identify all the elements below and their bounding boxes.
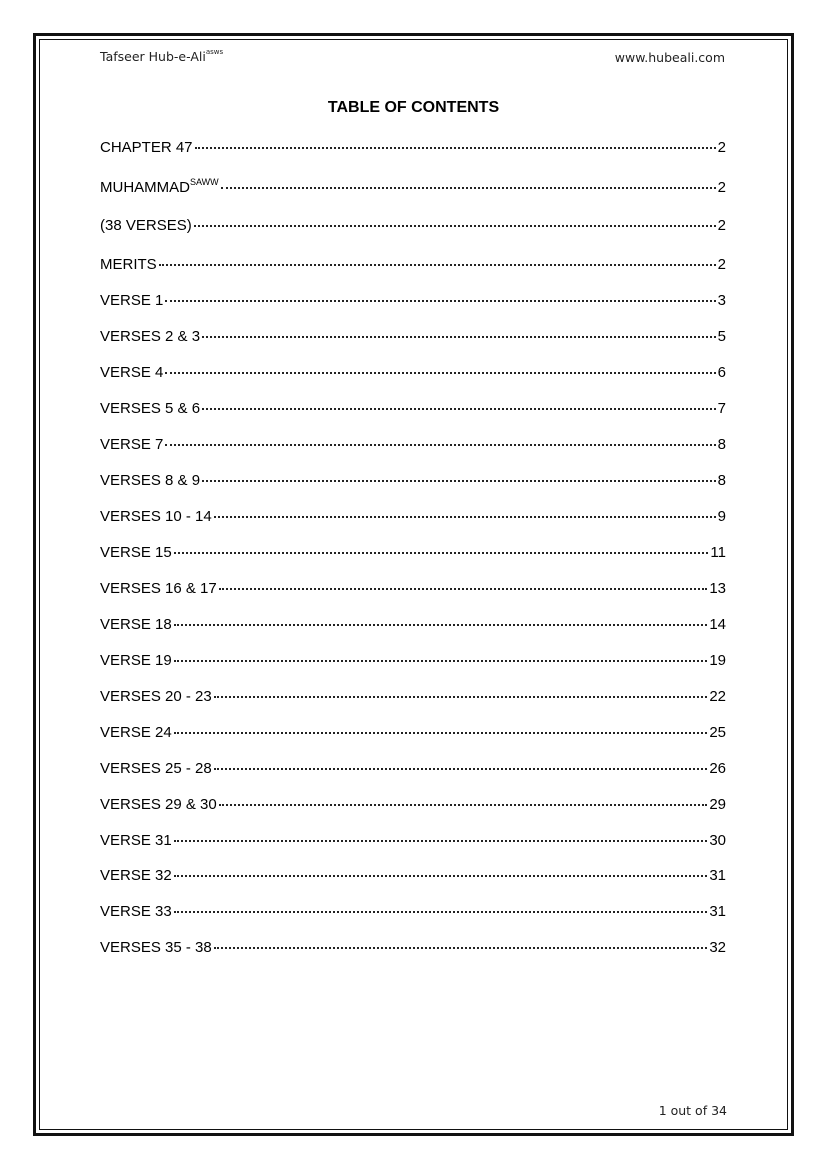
- toc-entry-dot-leader: [214, 946, 708, 949]
- toc-entry-page-number: 8: [717, 436, 726, 453]
- toc-entry[interactable]: [100, 652, 726, 672]
- toc-entry-label: [100, 217, 192, 234]
- toc-entry[interactable]: [100, 867, 726, 887]
- toc-entry-dot-leader: [195, 146, 716, 149]
- toc-entry-label-text: VERSES 8 & 9: [100, 472, 201, 489]
- toc-entry-dot-leader: [202, 335, 716, 338]
- toc-entry-page-number: 6: [717, 364, 726, 381]
- toc-entry-dot-leader: [159, 263, 716, 266]
- toc-entry-label: [100, 652, 172, 669]
- toc-entry-dot-leader: [202, 407, 716, 410]
- toc-entry-dot-leader: [174, 659, 708, 662]
- toc-entry-dot-leader: [165, 299, 715, 302]
- toc-entry-label-text: MUHAMMAD: [100, 179, 190, 196]
- toc-entry-dot-leader: [219, 803, 708, 806]
- toc-entry-dot-leader: [174, 731, 708, 734]
- toc-entry-label: [100, 436, 163, 453]
- toc-entry-label: [100, 472, 200, 489]
- toc-entry[interactable]: [100, 688, 726, 708]
- header-website: www.hubeali.com: [614, 50, 725, 65]
- toc-entry-page-number: 14: [709, 616, 726, 633]
- toc-entry-label-text: VERSES 20 - 23: [100, 688, 212, 705]
- toc-entry-page-number: 26: [709, 760, 726, 777]
- toc-entry-label: [100, 364, 163, 381]
- toc-entry-page-number: 2: [717, 256, 726, 273]
- toc-entry-label: [100, 178, 219, 196]
- toc-entry-page-number: 2: [717, 179, 726, 196]
- toc-entry-label-superscript: SAWW: [190, 177, 219, 187]
- header-title-text: Tafseer Hub-e-Ali: [100, 49, 206, 64]
- toc-entry-dot-leader: [165, 443, 715, 446]
- toc-entry-label-text: VERSE 33: [100, 903, 172, 920]
- toc-entry-dot-leader: [214, 767, 708, 770]
- toc-entry[interactable]: [100, 217, 726, 237]
- toc-entry-label: [100, 508, 212, 525]
- toc-entry[interactable]: [100, 178, 726, 198]
- toc-entry-page-number: 5: [717, 328, 726, 345]
- toc-entry-label: [100, 139, 193, 156]
- toc-entry-label-text: VERSES 5 & 6: [100, 400, 201, 417]
- toc-entry-dot-leader: [194, 224, 716, 227]
- toc-entry-label: [100, 544, 172, 561]
- toc-entry-page-number: 19: [709, 652, 726, 669]
- toc-entry-dot-leader: [219, 587, 708, 590]
- toc-entry-page-number: 30: [709, 832, 726, 849]
- toc-entry-page-number: 31: [709, 867, 726, 884]
- toc-entry-label-text: VERSES 10 - 14: [100, 508, 212, 525]
- toc-entry[interactable]: [100, 472, 726, 492]
- toc-entry[interactable]: [100, 832, 726, 852]
- toc-entry-label: [100, 400, 200, 417]
- toc-entry-page-number: 22: [709, 688, 726, 705]
- toc-entry-label: [100, 832, 172, 849]
- toc-entry-page-number: 2: [717, 139, 726, 156]
- toc-entry-label-text: VERSES 35 - 38: [100, 939, 212, 956]
- toc-entry-label-text: VERSE 31: [100, 832, 172, 849]
- toc-entry-label-text: VERSE 18: [100, 616, 172, 633]
- toc-entry-page-number: 32: [709, 939, 726, 956]
- toc-entry-page-number: 11: [710, 544, 726, 561]
- toc-entry-label-text: VERSES 29 & 30: [100, 796, 217, 813]
- toc-entry-page-number: 7: [717, 400, 726, 417]
- toc-entry-label: [100, 760, 212, 777]
- toc-entry-label-text: VERSE 24: [100, 724, 172, 741]
- toc-entry[interactable]: [100, 292, 726, 312]
- toc-entry-label: [100, 292, 163, 309]
- toc-entry-dot-leader: [221, 186, 716, 189]
- toc-entry-dot-leader: [174, 839, 708, 842]
- toc-entry-page-number: 9: [717, 508, 726, 525]
- header-title-superscript: asws: [205, 47, 224, 56]
- toc-entry-label: [100, 256, 157, 273]
- toc-entry-label: [100, 867, 172, 884]
- toc-entry[interactable]: [100, 760, 726, 780]
- toc-entry[interactable]: [100, 328, 726, 348]
- toc-entry-label-text: VERSE 15: [100, 544, 172, 561]
- toc-entry-label-text: VERSES 16 & 17: [100, 580, 217, 597]
- toc-entry-label-text: VERSES 25 - 28: [100, 760, 212, 777]
- toc-entry-label-text: VERSES 2 & 3: [100, 328, 201, 345]
- toc-entry-dot-leader: [202, 479, 716, 482]
- toc-entry[interactable]: [100, 544, 726, 564]
- toc-entry-label-text: VERSE 32: [100, 867, 172, 884]
- toc-entry[interactable]: [100, 508, 726, 528]
- toc-entry[interactable]: [100, 256, 726, 276]
- toc-entry-label-text: (38 VERSES): [100, 217, 192, 234]
- toc-entry[interactable]: [100, 616, 726, 636]
- toc-entry-dot-leader: [174, 623, 708, 626]
- toc-entry-page-number: 8: [717, 472, 726, 489]
- toc-entry-label: [100, 616, 172, 633]
- toc-entry[interactable]: [100, 400, 726, 420]
- toc-entry-dot-leader: [214, 695, 708, 698]
- toc-entry-label: [100, 724, 172, 741]
- toc-entry-label: [100, 580, 217, 597]
- toc-entry-label-text: VERSE 1: [100, 292, 164, 309]
- toc-entry-label: [100, 328, 200, 345]
- toc-entry[interactable]: [100, 724, 726, 744]
- toc-entry-label: [100, 796, 217, 813]
- toc-entry-page-number: 13: [709, 580, 726, 597]
- toc-entry-dot-leader: [165, 371, 715, 374]
- header-title: [100, 49, 223, 64]
- page-number: 1 out of 34: [658, 1103, 727, 1118]
- toc-entry-dot-leader: [174, 910, 708, 913]
- toc-entry[interactable]: [100, 139, 726, 159]
- toc-entry-label: [100, 688, 212, 705]
- toc-entry-label: [100, 939, 212, 956]
- toc-entry-page-number: 31: [709, 903, 726, 920]
- toc-entry[interactable]: [100, 939, 726, 959]
- toc-entry-label-text: MERITS: [100, 256, 157, 273]
- toc-entry[interactable]: [100, 364, 726, 384]
- toc-entry-page-number: 25: [709, 724, 726, 741]
- toc-entry-label-text: VERSE 7: [100, 436, 164, 453]
- toc-entry-page-number: 2: [717, 217, 726, 234]
- toc-entry-label: [100, 903, 172, 920]
- toc-entry-dot-leader: [174, 874, 708, 877]
- toc-entry-dot-leader: [174, 551, 709, 554]
- toc-entry[interactable]: [100, 436, 726, 456]
- toc-entry-label-text: CHAPTER 47: [100, 139, 193, 156]
- toc-entry[interactable]: [100, 903, 726, 923]
- toc-entry-dot-leader: [214, 515, 716, 518]
- toc-entry-label-text: VERSE 4: [100, 364, 164, 381]
- toc-entry-page-number: 29: [709, 796, 726, 813]
- toc-entry-page-number: 3: [717, 292, 726, 309]
- toc-title: TABLE OF CONTENTS: [327, 99, 500, 116]
- toc-entry[interactable]: [100, 796, 726, 816]
- toc-entry[interactable]: [100, 580, 726, 600]
- toc-entry-label-text: VERSE 19: [100, 652, 172, 669]
